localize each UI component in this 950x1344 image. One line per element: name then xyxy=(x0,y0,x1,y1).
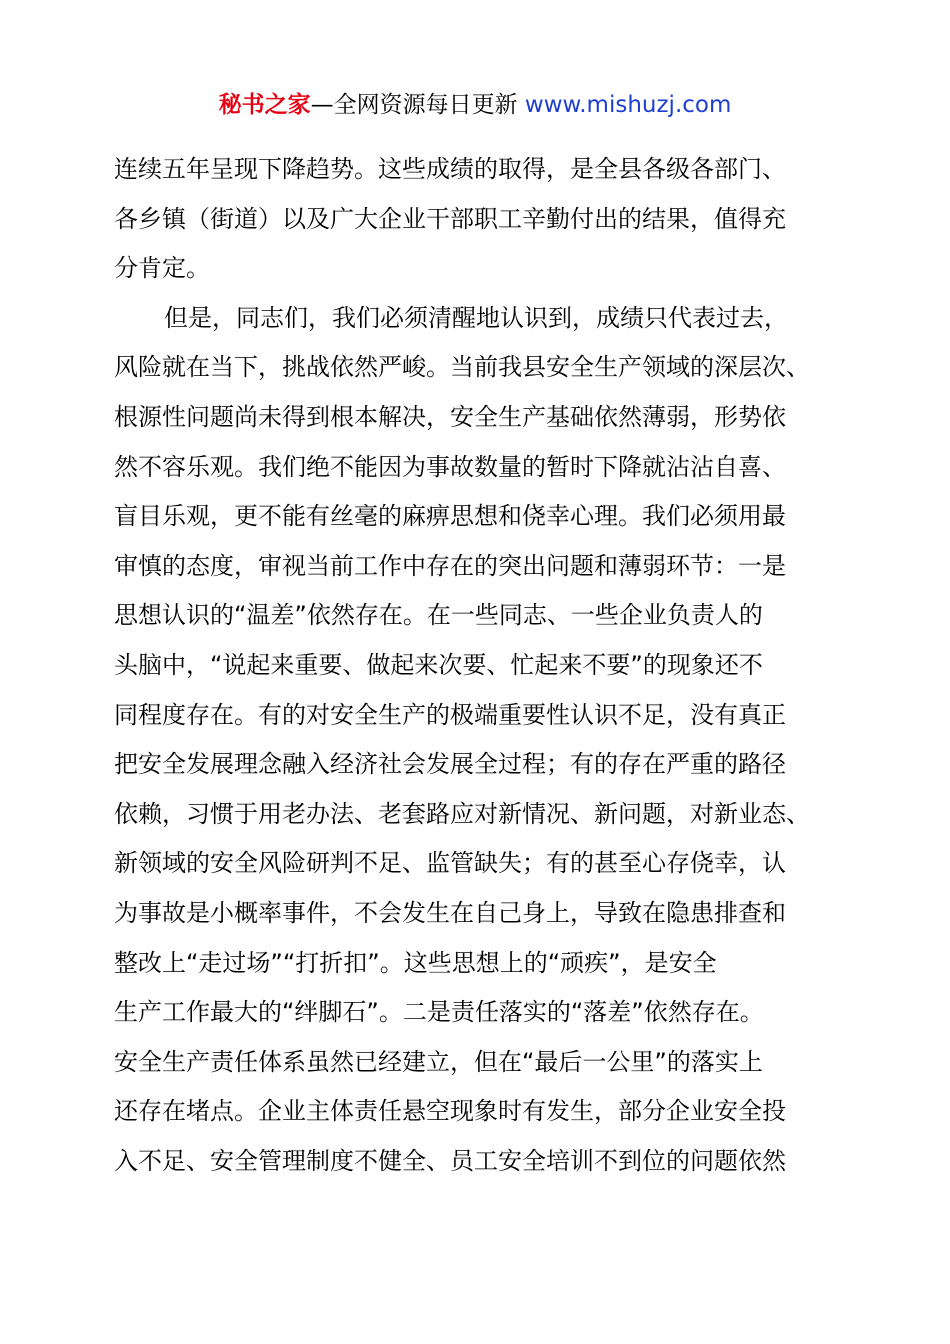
header-tagline: —全网资源每日更新 xyxy=(310,92,525,118)
text-line: 分肯定。 xyxy=(114,254,210,283)
text-line: 为事故是小概率事件，不会发生在自己身上，导致在隐患排查和 xyxy=(114,898,786,927)
text-line: 然不容乐观。我们绝不能因为事故数量的暂时下降就沾沾自喜、 xyxy=(114,452,786,481)
text-line: 依赖，习惯于用老办法、老套路应对新情况、新问题，对新业态、 xyxy=(114,799,810,828)
text-line: 根源性问题尚未得到根本解决，安全生产基础依然薄弱，形势依 xyxy=(114,402,786,431)
text-line: 盲目乐观，更不能有丝毫的麻痹思想和侥幸心理。我们必须用最 xyxy=(114,502,786,531)
document-body xyxy=(114,145,838,1186)
brand-name: 秘书之家 xyxy=(218,92,311,118)
text-line: 同程度存在。有的对安全生产的极端重要性认识不足，没有真正 xyxy=(114,700,786,729)
paragraph-first-line: 但是，同志们，我们必须清醒地认识到，成绩只代表过去， xyxy=(164,303,788,332)
text-line: 还存在堵点。企业主体责任悬空现象时有发生，部分企业安全投 xyxy=(114,1097,786,1126)
text-line: 生产工作最大的“绊脚石”。二是责任落实的“落差”依然存在。 xyxy=(114,998,764,1027)
text-line: 新领域的安全风险研判不足、监管缺失；有的甚至心存侥幸，认 xyxy=(114,849,786,878)
text-line: 整改上“走过场”“打折扣”。这些思想上的“顽疾”，是安全 xyxy=(114,948,717,977)
site-url-link[interactable]: www.mishuzj.com xyxy=(524,92,732,118)
text-line: 风险就在当下，挑战依然严峻。当前我县安全生产领域的深层次、 xyxy=(114,353,810,382)
text-line: 把安全发展理念融入经济社会发展全过程；有的存在严重的路径 xyxy=(114,750,786,779)
text-line: 审慎的态度，审视当前工作中存在的突出问题和薄弱环节：一是 xyxy=(114,551,786,580)
text-line: 入不足、安全管理制度不健全、员工安全培训不到位的问题依然 xyxy=(114,1146,786,1175)
text-line: 头脑中，“说起来重要、做起来次要、忙起来不要”的现象还不 xyxy=(114,650,763,679)
page-header xyxy=(0,88,950,122)
text-line: 思想认识的“温差”依然存在。在一些同志、一些企业负责人的 xyxy=(114,601,763,630)
text-line: 连续五年呈现下降趋势。这些成绩的取得，是全县各级各部门、 xyxy=(114,155,786,183)
text-line: 各乡镇（街道）以及广大企业干部职工辛勤付出的结果，值得充 xyxy=(114,204,786,233)
text-line: 安全生产责任体系虽然已经建立，但在“最后一公里”的落实上 xyxy=(114,1047,763,1076)
